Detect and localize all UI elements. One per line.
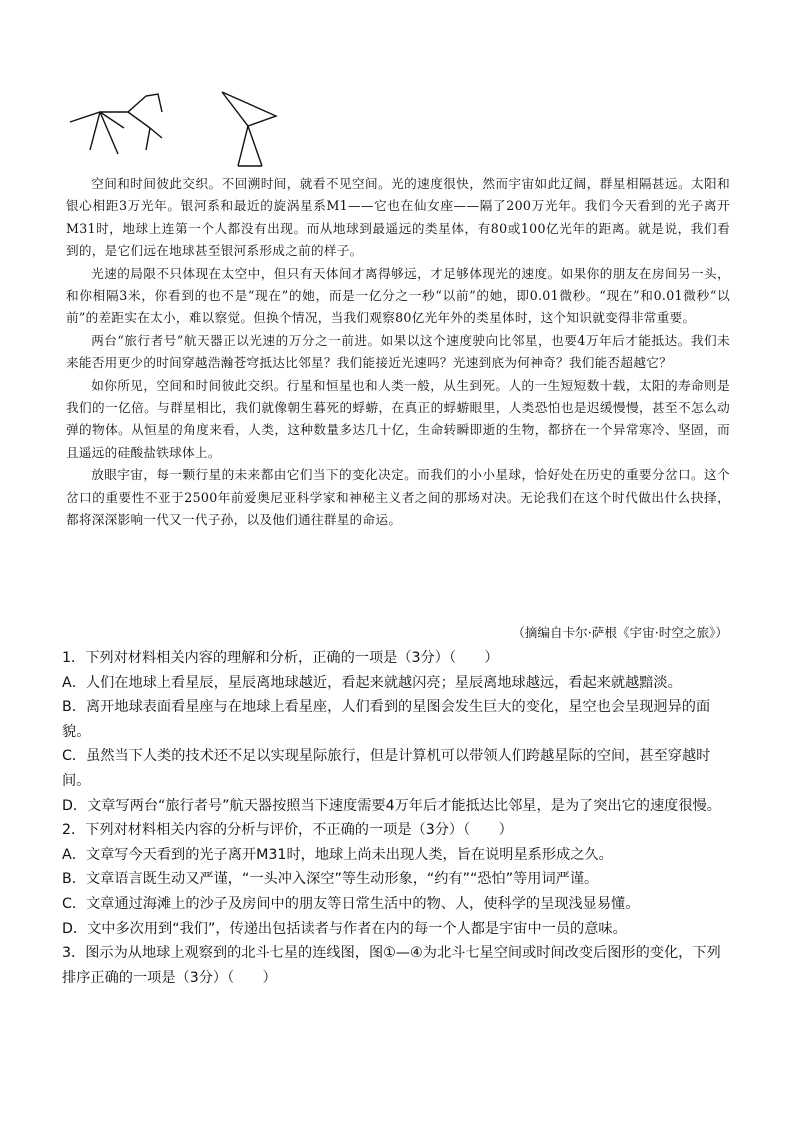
question-list	[62, 646, 732, 990]
kite-constellation-figure	[222, 92, 276, 166]
question-option: B．离开地球表面看星座与在地球上看星座，人们看到的星图会发生巨大的变化，星空也会呈现迥异的面貌。	[62, 699, 711, 740]
question-option: A．文章写今天看到的光子离开M31时，地球上尚未出现人类，旨在说明星系形成之久。	[62, 846, 613, 863]
passage-paragraph: 如你所见，空间和时间彼此交织。行星和恒星也和人类一般，从生到死。人的一生短短数十载，太阳的寿命则是我们的一亿倍。与群星相比，我们就像朝生暮死的蜉蝣，在真正的蜉蝣眼里，人类恐怕也是迟缓慢慢，甚至不怎么动弹的物体。从恒星的角度来看，人类，这种数量多达几十亿，生命转瞬即逝的生物，都挤在一个异常寒冷、坚固，而且遥远的硅酸盐铁球体上。	[66, 377, 730, 460]
reading-passage	[66, 173, 730, 532]
constellation-figure	[66, 88, 286, 176]
passage-paragraph: 两台“旅行者号”航天器正以光速的万分之一前进。如果以这个速度驶向比邻星，也要4万年后才能抵达。我们未来能否用更少的时间穿越浩瀚苍穹抵达比邻星？我们能接近光速吗？光速到底为何神奇？我们能否超越它？	[66, 332, 730, 371]
question-stem: 1．下列对材料相关内容的理解和分析，正确的一项是（3分）（ ）	[62, 650, 499, 666]
question-option: C．虽然当下人类的技术还不足以实现星际旅行，但是计算机可以带领人们跨越星际的空间，甚至穿越时间。	[62, 748, 711, 789]
question-option: D．文中多次用到“我们”，传递出包括读者与作者在内的每一个人都是宇宙中一员的意味。	[62, 920, 627, 937]
passage-paragraph: 空间和时间彼此交织。不回溯时间，就看不见空间。光的速度很快，然而宇宙如此辽阔，群星相隔甚远。太阳和银心相距3万光年。银河系和最近的旋涡星系M1——它也在仙女座——隔了200万光年。我们今天看到的光子离开M31时，地球上连第一个人都没有出现。而从地球到最遥远的类星体，有80或100亿光年的距离。就是说，我们看到的，是它们远在地球甚至银河系形成之前的样子。	[66, 176, 730, 259]
question-option: A．人们在地球上看星辰，星辰离地球越近，看起来就越闪亮；星辰离地球越远，看起来就越黯淡。	[62, 674, 682, 691]
question-option: B．文章语言既生动又严谨，“一头冲入深空”等生动形象，“约有”“恐怕”等用词严谨。	[62, 871, 599, 888]
question-option: C．文章通过海滩上的沙子及房间中的朋友等日常生活中的物、人，使科学的呈现浅显易懂。	[62, 895, 640, 912]
horse-constellation-figure	[70, 94, 162, 154]
passage-paragraph: 光速的局限不只体现在太空中，但只有天体间才离得够远，才足够体现光的速度。如果你的朋友在房间另一头，和你相隔3米，你看到的也不是“现在”的她，而是一亿分之一秒“以前”的她，即0.01微秒。“现在”和0.01微秒“以前”的差距实在太小，难以察觉。但换个情况，当我们观察80亿光年外的类星体时，这个知识就变得非常重要。	[66, 265, 730, 326]
question-stem: 2．下列对材料相关内容的分析与评价，不正确的一项是（3分）（ ）	[62, 822, 513, 839]
passage-paragraph: 放眼宇宙，每一颗行星的未来都由它们当下的变化决定。而我们的小小星球，恰好处在历史的重要分岔口。这个岔口的重要性不亚于2500年前爱奥尼亚科学家和神秘主义者之间的那场对决。无论我们在这个时代做出什么抉择，都将深深影响一代又一代子孙，以及他们通往群星的命运。	[66, 467, 730, 528]
question-stem: 3．图示为从地球上观察到的北斗七星的连线图，图①—④为北斗七星空间或时间改变后图形的变化，下列排序正确的一项是（3分）（ ）	[62, 945, 721, 986]
passage-source: （摘编自卡尔·萨根《宇宙·时空之旅》）	[512, 625, 728, 640]
question-option: D．文章写两台“旅行者号”航天器按照当下速度需要4万年后才能抵达比邻星，是为了突出它的速度很慢。	[62, 797, 721, 814]
